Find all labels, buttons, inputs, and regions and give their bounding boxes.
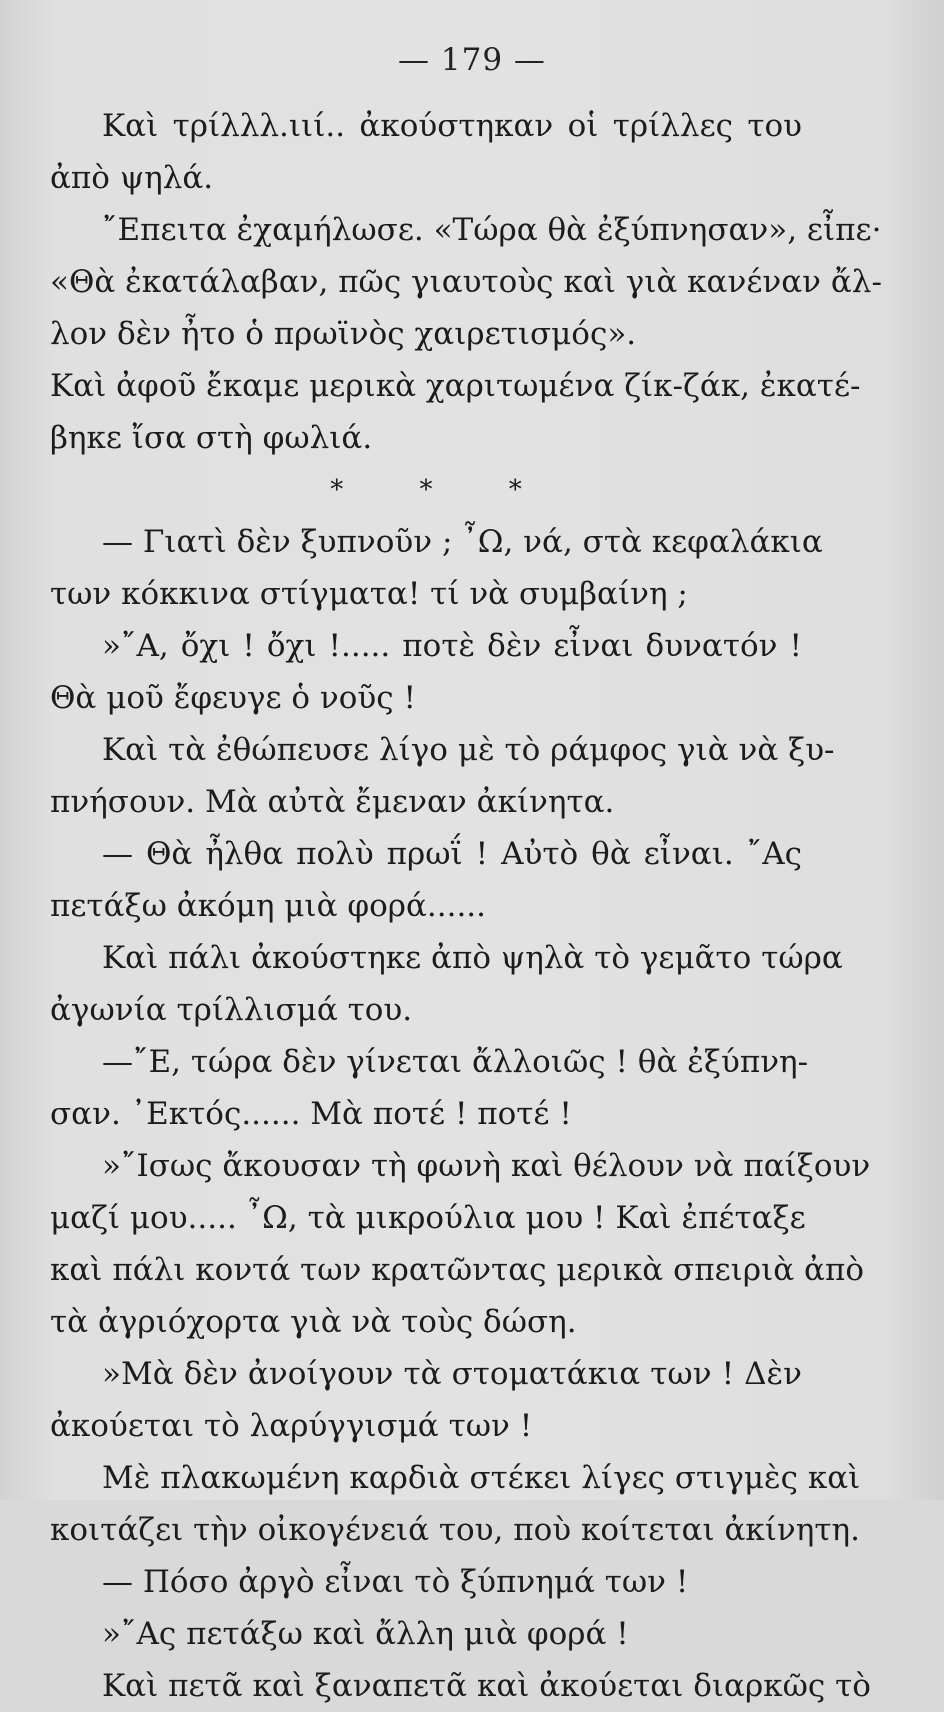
text-line: κοιτάζει τὴν οἰκογένειά του, ποὺ κοίτεται ἀκίνητη. (50, 1512, 860, 1548)
text-line: πετάξω ἀκόμη μιὰ φορά...... (50, 888, 487, 924)
text-line: Καὶ πάλι ἀκούστηκε ἀπὸ ψηλὰ τὸ γεμᾶτο τώρα (102, 940, 843, 976)
text-line: — Πόσο ἀργὸ εἶναι τὸ ξύπνημά των ! (102, 1564, 689, 1600)
text-line: ἀπὸ ψηλά. (50, 160, 214, 196)
text-line: — Θὰ ἦλθα πολὺ πρωΐ ! Αὐτὸ θὰ εἶναι. ῎Ας (102, 836, 802, 872)
text-line: ῎Επειτα ἐχαμήλωσε. «Τώρα θὰ ἐξύπνησαν», εἶπε· (102, 212, 882, 248)
text-line: »Μὰ δὲν ἀνοίγουν τὰ στοματάκια των ! Δὲν (102, 1356, 802, 1392)
text-line: — Γιατὶ δὲν ξυπνοῦν ; ῏Ω, νά, στὰ κεφαλάκια (102, 524, 823, 560)
text-line: »῎Α, ὄχι ! ὄχι !..... ποτὲ δὲν εἶναι δυνατόν ! (102, 628, 802, 664)
text-line: των κόκκινα στίγματα! τί νὰ συμβαίνη ; (50, 576, 688, 612)
text-line: «Θὰ ἐκατάλαβαν, πῶς γιαυτοὺς καὶ γιὰ κανέναν ἄλ- (50, 264, 882, 300)
text-line: καὶ πάλι κοντά των κρατῶντας μερικὰ σπειριὰ ἀπὸ (50, 1252, 864, 1288)
text-line: Καὶ ἀφοῦ ἔκαμε μερικὰ χαριτωμένα ζίκ-ζάκ, ἐκατέ- (50, 368, 861, 404)
text-line: »῎Ας πετάξω καὶ ἄλλη μιὰ φορά ! (102, 1616, 629, 1652)
text-line: σαν. ᾽Εκτός...... Μὰ ποτέ ! ποτέ ! (50, 1096, 572, 1132)
text-line: »῎Ισως ἄκουσαν τὴ φωνὴ καὶ θέλουν νὰ παίξουν (102, 1148, 871, 1184)
text-line: Θὰ μοῦ ἔφευγε ὁ νοῦς ! (50, 680, 416, 716)
body-text (50, 100, 882, 1712)
text-line: πνήσουν. Μὰ αὐτὰ ἔμεναν ἀκίνητα. (50, 784, 615, 820)
text-line: Καὶ τὰ ἐθώπευσε λίγο μὲ τὸ ράμφος γιὰ νὰ ξυ- (102, 732, 835, 768)
text-line: μαζί μου..... ῏Ω, τὰ μικρούλια μου ! Καὶ ἐπέταξε (50, 1200, 806, 1236)
text-line: ἀγωνία τρίλλισμά του. (50, 992, 413, 1028)
page-number: — 179 — (398, 42, 546, 78)
section-separator: * * * (330, 475, 556, 505)
text-line: λον δὲν ἦτο ὁ πρωϊνὸς χαιρετισμός». (50, 316, 637, 352)
text-line: Καὶ πετᾶ καὶ ξαναπετᾶ καὶ ἀκούεται διαρκῶς τὸ (102, 1668, 871, 1704)
text-line: —῎Ε, τώρα δὲν γίνεται ἄλλοιῶς ! θὰ ἐξύπνη- (102, 1044, 809, 1080)
text-line: τὰ ἀγριόχορτα γιὰ νὰ τοὺς δώση. (50, 1304, 577, 1340)
text-line: ἀκούεται τὸ λαρύγγισμά των ! (50, 1408, 533, 1444)
text-line: Καὶ τρίλλλ.ιιί.. ἀκούστηκαν οἱ τρίλλες του (102, 108, 802, 144)
text-line: Μὲ πλακωμένη καρδιὰ στέκει λίγες στιγμὲς καὶ (102, 1460, 861, 1496)
text-line: βηκε ἴσα στὴ φωλιά. (50, 420, 373, 456)
